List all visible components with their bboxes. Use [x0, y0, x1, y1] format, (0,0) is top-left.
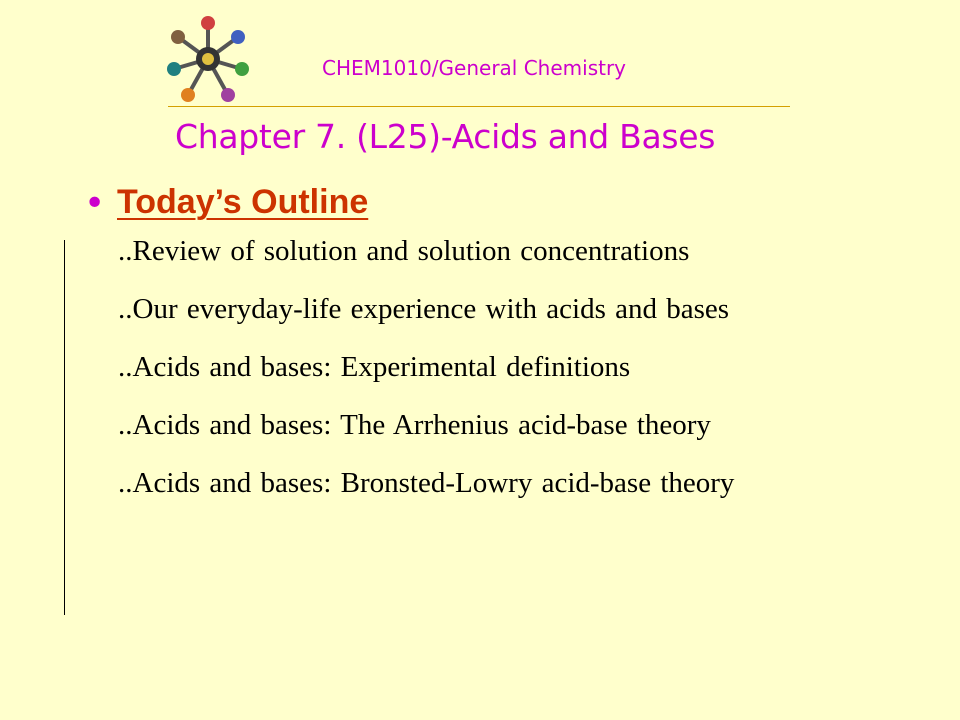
outline-item: ..Acids and bases: Experimental definitions [118, 351, 631, 383]
course-name: CHEM1010/General Chemistry [322, 56, 627, 80]
outline-item: ..Our everyday-life experience with acids and bases [118, 293, 730, 325]
slide-title: Chapter 7. (L25)-Acids and Bases [175, 117, 716, 156]
outline-item: ..Acids and bases: Bronsted-Lowry acid-base theory [118, 467, 735, 499]
outline-list [118, 236, 878, 526]
left-vertical-rule [64, 240, 65, 615]
outline-item: ..Acids and bases: The Arrhenius acid-base theory [118, 409, 711, 441]
chemistry-emblem-logo [166, 13, 250, 105]
outline-item: ..Review of solution and solution concentrations [118, 235, 690, 267]
header-divider [168, 106, 790, 107]
chemistry-subdisciplines-emblem-icon [166, 13, 250, 105]
outline-heading: Today’s Outline [117, 183, 369, 221]
bullet-icon: • [84, 183, 106, 224]
